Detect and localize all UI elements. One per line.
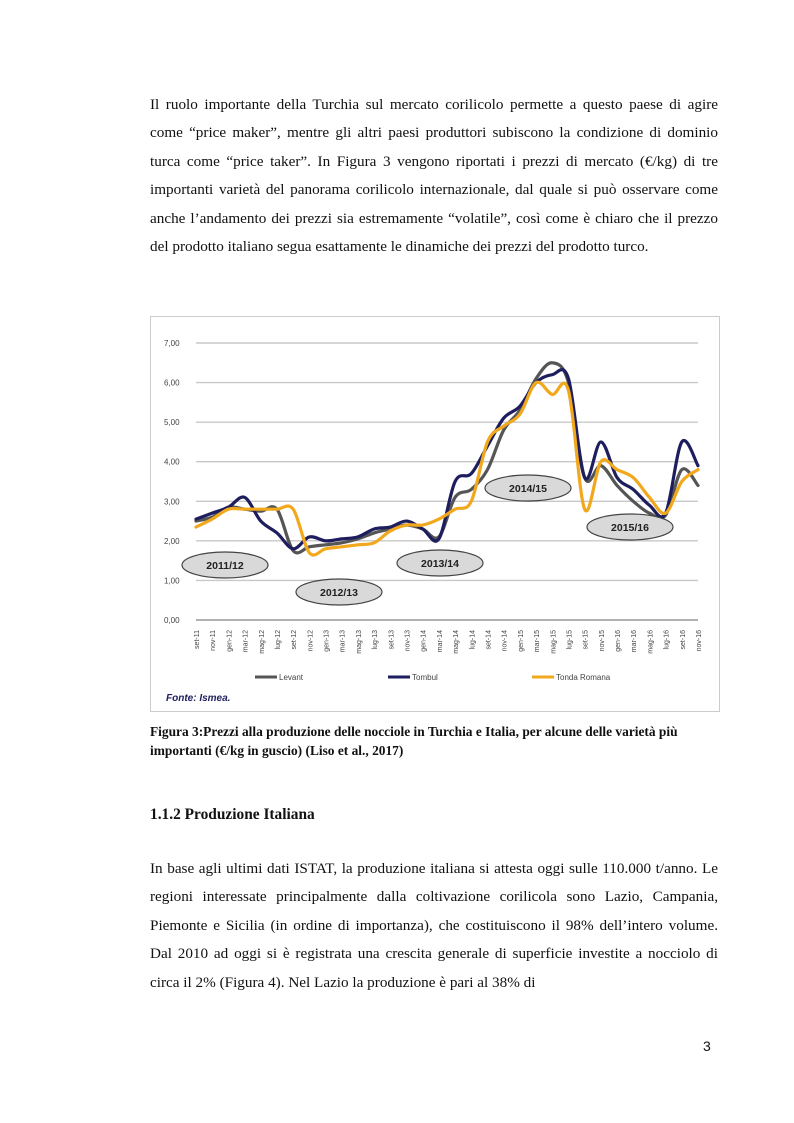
season-label: 2014/15 — [509, 483, 547, 495]
season-label: 2011/12 — [206, 560, 244, 572]
x-tick-label: gen-16 — [615, 630, 623, 652]
x-tick-label: lug-12 — [274, 630, 282, 650]
x-tick-label: mag-16 — [647, 630, 655, 654]
x-tick-label: mar-15 — [534, 630, 542, 653]
legend-label: Tombul — [412, 673, 438, 682]
x-tick-label: nov-13 — [404, 630, 412, 652]
chart-source: Fonte: Ismea. — [166, 693, 231, 704]
page-number: 3 — [703, 1038, 711, 1054]
y-tick-label: 3,00 — [164, 497, 180, 507]
x-tick-label: nov-14 — [501, 630, 509, 652]
y-tick-label: 5,00 — [164, 418, 180, 428]
y-tick-label: 2,00 — [164, 536, 180, 546]
x-tick-label: gen-12 — [226, 630, 234, 652]
price-chart — [150, 316, 720, 712]
x-tick-label: nov-15 — [598, 630, 606, 652]
x-tick-label: nov-16 — [696, 630, 703, 652]
y-tick-label: 0,00 — [164, 616, 180, 625]
y-tick-label: 4,00 — [164, 457, 180, 467]
x-tick-label: mar-12 — [242, 630, 250, 653]
y-tick-label: 1,00 — [164, 576, 180, 586]
x-tick-label: mag-15 — [550, 630, 558, 654]
x-tick-label: mar-13 — [339, 630, 347, 653]
x-tick-label: mar-14 — [436, 630, 444, 653]
x-tick-label: gen-13 — [323, 630, 331, 652]
x-tick-label: lug-16 — [663, 630, 671, 650]
x-tick-label: mag-14 — [453, 630, 461, 654]
x-tick-label: set-12 — [291, 630, 299, 650]
legend-label: Levant — [279, 673, 304, 682]
legend-label: Tonda Romana — [556, 673, 611, 682]
x-tick-label: gen-15 — [517, 630, 525, 652]
y-tick-label: 6,00 — [164, 378, 180, 388]
x-tick-label: set-13 — [388, 630, 396, 650]
x-tick-label: lug-15 — [566, 630, 574, 650]
x-tick-label: mar-16 — [631, 630, 639, 653]
x-tick-label: nov-11 — [210, 630, 218, 651]
figure-caption: Figura 3:Prezzi alla produzione delle nocciole in Turchia e Italia, per alcune delle varietà più importanti (€/kg in guscio) (Liso et al., 2017) — [150, 724, 678, 758]
body-paragraph: Il ruolo importante della Turchia sul mercato corilicolo permette a questo paese di agire come “price maker”, mentre gli altri paesi produttori subiscono la condizione di dominio turca come “price taker”. In Figura 3 vengono riportati i prezzi di mercato (€/kg) di tre importanti varietà del panorama corilicolo internazionale, dal quale si può osservare come anche l’andamento dei prezzi sia estremamente “volatile”, così come è chiaro che il prezzo del prodotto italiano segua esattamente le dinamiche dei prezzi del prodotto turco. — [150, 96, 718, 256]
x-tick-label: set-16 — [679, 630, 687, 650]
body-paragraph: In base agli ultimi dati ISTAT, la produzione italiana si attesta oggi sulle 110.000 t/anno. Le regioni interessate principalmente dalla coltivazione corilicola sono Lazio, Campania, Piemonte e Sicilia (in ordine di importanza), che costituiscono il 98% dell’intero volume. Dal 2010 ad oggi si è registrata una crescita generale di superficie investite a nocciolo di circa il 2% (Figura 4). Nel Lazio la produzione è pari al 38% di — [150, 860, 718, 991]
x-tick-label: set-11 — [194, 630, 201, 649]
season-label: 2012/13 — [320, 587, 358, 599]
season-label: 2013/14 — [421, 558, 459, 570]
x-tick-label: set-15 — [582, 630, 590, 650]
section-heading: 1.1.2 Produzione Italiana — [150, 806, 315, 823]
x-tick-label: mag-13 — [355, 630, 363, 654]
x-tick-label: mag-12 — [258, 630, 266, 654]
x-tick-label: lug-13 — [372, 630, 380, 650]
x-tick-label: gen-14 — [420, 630, 428, 652]
x-tick-label: nov-12 — [307, 630, 315, 652]
season-label: 2015/16 — [611, 522, 649, 534]
y-tick-label: 7,00 — [164, 339, 180, 348]
x-tick-label: lug-14 — [469, 630, 477, 650]
x-tick-label: set-14 — [485, 630, 493, 650]
